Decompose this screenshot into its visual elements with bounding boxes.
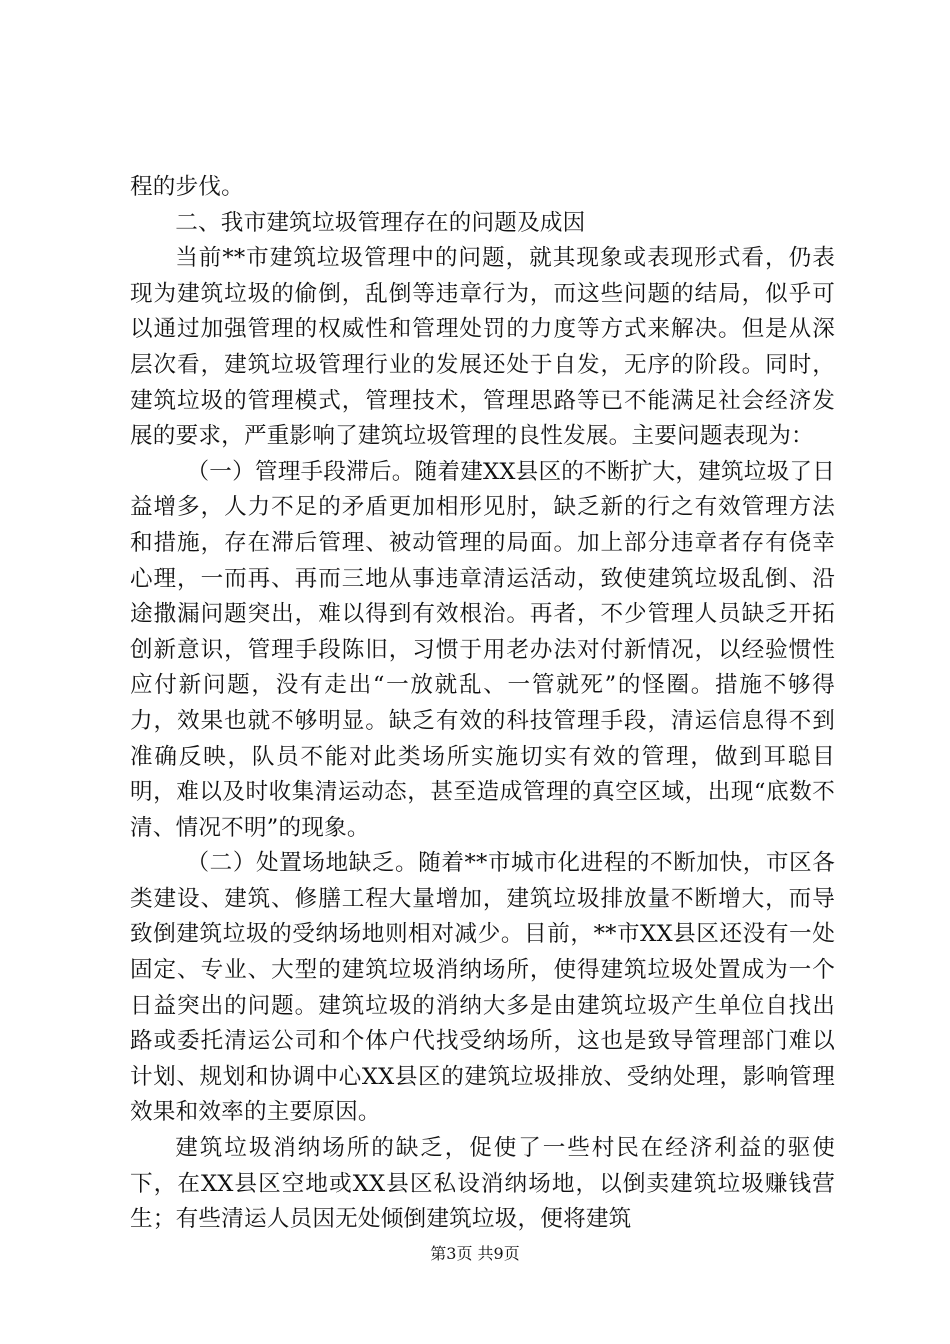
paragraph-continuation: 程的步伐。 xyxy=(130,174,244,200)
paragraph-intro: 当前**市建筑垃圾管理中的问题，就其现象或表现形式看，仍表现为建筑垃圾的偷倒，乱倒等违章行为，而这些问题的结局，似乎可以通过加强管理的权威性和管理处罚的力度等方式来解决。但是从深层次看，建筑垃圾管理行业的发展还处于自发，无序的阶段。同时，建筑垃圾的管理模式，管理技术，管理思路等已不能满足社会经济发展的要求，严重影响了建筑垃圾管理的良性发展。主要问题表现为： xyxy=(130,245,835,450)
page-footer: 第3页 共9页 xyxy=(430,1244,520,1263)
paragraph-item-2: （二）处置场地缺乏。随着**市城市化进程的不断加快，市区各类建设、建筑、修膳工程大量增加，建筑垃圾排放量不断增大，而导致倒建筑垃圾的受纳场地则相对减少。目前，**市XX县区还没有一处固定、专业、大型的建筑垃圾消纳场所，使得建筑垃圾处置成为一个日益突出的问题。建筑垃圾的消纳大多是由建筑垃圾产生单位自找出路或委托清运公司和个体户代找受纳场所，这也是致导管理部门难以计划、规划和协调中心XX县区的建筑垃圾排放、受纳处理，影响管理效果和效率的主要原因。 xyxy=(130,850,835,1126)
paragraph-body: 建筑垃圾消纳场所的缺乏，促使了一些村民在经济利益的驱使下，在XX县区空地或XX县区私设消纳场地，以倒卖建筑垃圾赚钱营生；有些清运人员因无处倾倒建筑垃圾，便将建筑 xyxy=(130,1135,835,1233)
document-body xyxy=(130,170,835,1238)
section-heading: 二、我市建筑垃圾管理存在的问题及成因 xyxy=(175,209,586,236)
paragraph-item-1: （一）管理手段滞后。随着建XX县区的不断扩大，建筑垃圾了日益增多，人力不足的矛盾更加相形见肘，缺乏新的行之有效管理方法和措施，存在滞后管理、被动管理的局面。加上部分违章者存有侥幸心理，一而再、再而三地从事违章清运活动，致使建筑垃圾乱倒、沿途撒漏问题突出，难以得到有效根治。再者，不少管理人员缺乏开拓创新意识，管理手段陈旧，习惯于用老办法对付新情况，以经验惯性应付新问题，没有走出“一放就乱、一管就死”的怪圈。措施不够得力，效果也就不够明显。缺乏有效的科技管理手段，清运信息得不到准确反映，队员不能对此类场所实施切实有效的管理，做到耳聪目明，难以及时收集清运动态，甚至造成管理的真空区域，出现“底数不清、情况不明”的现象。 xyxy=(130,458,835,841)
